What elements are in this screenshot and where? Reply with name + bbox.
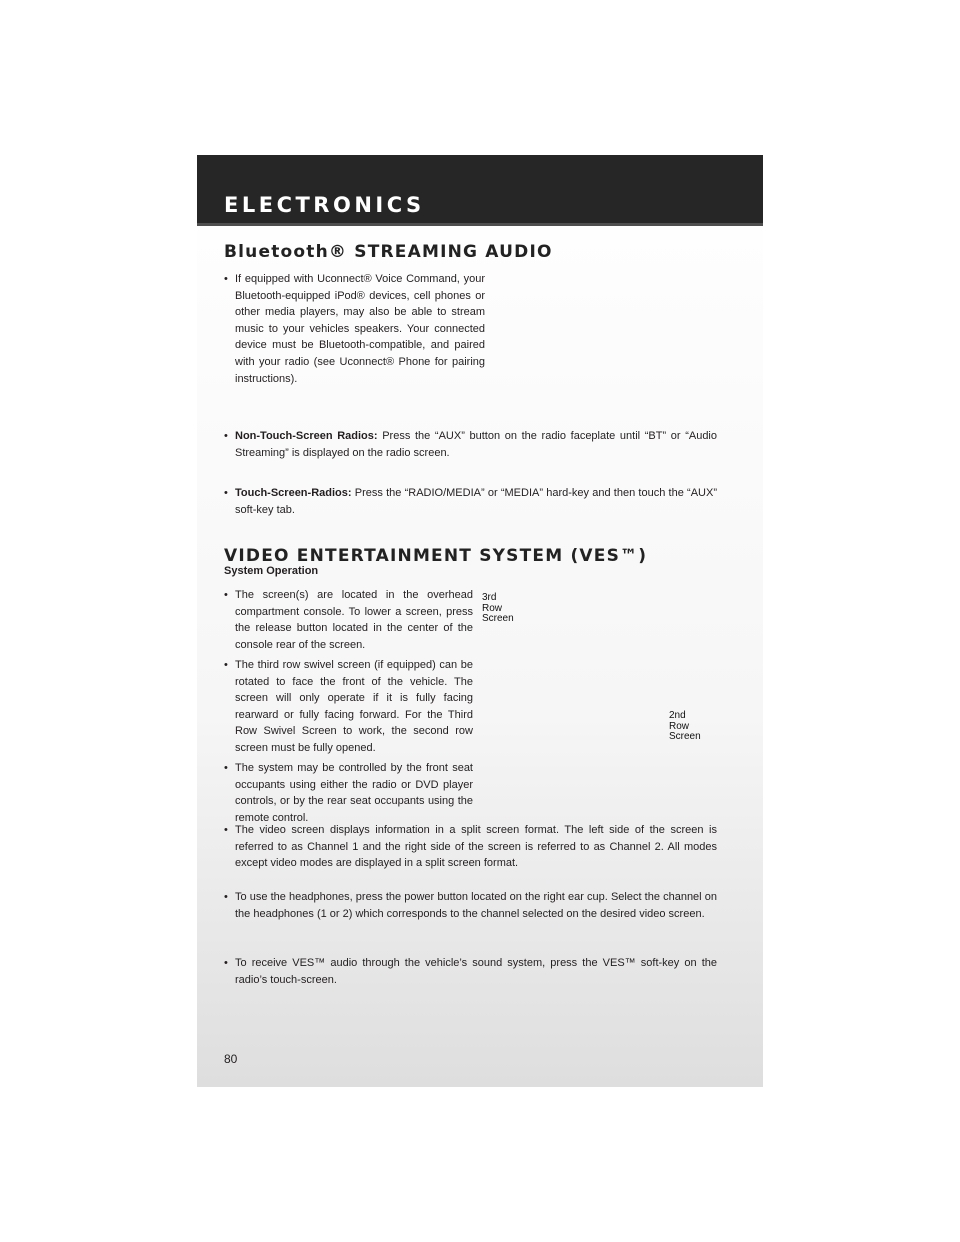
non-touch-text: Press the “AUX” button on the radio faceplate until “BT” or “Audio Streaming” is displayed on the radio screen. — [235, 430, 717, 459]
bullet-dot: • — [224, 487, 228, 499]
ves-bullet-controls — [224, 760, 473, 826]
touch-screen-bullet — [224, 485, 717, 518]
bullet-dot: • — [224, 589, 228, 601]
second-row-screen-label: 2nd Row Screen — [669, 710, 701, 742]
bullet-dot: • — [224, 891, 228, 903]
ves-bullet-text: The video screen displays information in a split screen format. The left side of the screen is referred to as Channel 1 and the right side of the screen is referred to as Channel 2. All modes except video modes are displayed in a split screen format. — [235, 824, 717, 870]
bullet-dot: • — [224, 824, 228, 836]
header-divider — [197, 223, 763, 226]
section-header-band — [197, 155, 763, 223]
section-title: ELECTRONICS — [224, 193, 425, 217]
bullet-dot: • — [224, 659, 228, 671]
non-touch-label: Non-Touch-Screen Radios: — [235, 430, 378, 442]
ves-bullet-split-screen — [224, 822, 717, 872]
bullet-dot: • — [224, 430, 228, 442]
ves-bullet-text: The screen(s) are located in the overhead compartment console. To lower a screen, press the release button located in the center of the console rear of the screen. — [235, 589, 473, 651]
touch-label: Touch-Screen-Radios: — [235, 487, 352, 499]
system-operation-subhead: System Operation — [224, 565, 319, 577]
bluetooth-intro-bullet — [224, 271, 485, 387]
ves-bullet-audio — [224, 955, 717, 988]
ves-bullet-text: The third row swivel screen (if equipped) can be rotated to face the front of the vehicle. The screen will only operate if it is fully facing rearward or fully facing forward. For the Third Row Swivel Screen to work, the second row screen must be fully opened. — [235, 659, 473, 754]
bullet-dot: • — [224, 762, 228, 774]
ves-bullet-text: To receive VES™ audio through the vehicle’s sound system, press the VES™ soft-key on the radio’s touch-screen. — [235, 957, 717, 986]
bullet-dot: • — [224, 273, 228, 285]
ves-bullet-text: The system may be controlled by the front seat occupants using either the radio or DVD player controls, or by the rear seat occupants using the remote control. — [235, 762, 473, 824]
third-row-screen-label: 3rd Row Screen — [482, 592, 514, 624]
bluetooth-intro-text: If equipped with Uconnect® Voice Command, your Bluetooth-equipped iPod® devices, cell phones or other media players, may also be able to stream music to your vehicles speakers. Your connected device must be Bluetooth-compatible, and paired with your radio (see Uconnect® Phone for pairing instructions). — [235, 273, 485, 385]
bullet-dot: • — [224, 957, 228, 969]
touch-text: Press the “RADIO/MEDIA” or “MEDIA” hard-key and then touch the “AUX” soft-key tab. — [235, 487, 717, 516]
ves-screens-figure — [467, 581, 727, 801]
ves-bullet-screens — [224, 587, 473, 653]
manual-page — [197, 155, 763, 1087]
ves-bullet-swivel — [224, 657, 473, 757]
ves-heading: VIDEO ENTERTAINMENT SYSTEM (VES™) — [224, 546, 648, 566]
non-touch-screen-bullet — [224, 428, 717, 461]
ves-bullet-text: To use the headphones, press the power button located on the right ear cup. Select the channel on the headphones (1 or 2) which corresponds to the channel selected on the desired video screen. — [235, 891, 717, 920]
ves-bullet-headphones — [224, 889, 717, 922]
bluetooth-heading: Bluetooth® STREAMING AUDIO — [224, 242, 553, 262]
page-number: 80 — [224, 1052, 238, 1066]
